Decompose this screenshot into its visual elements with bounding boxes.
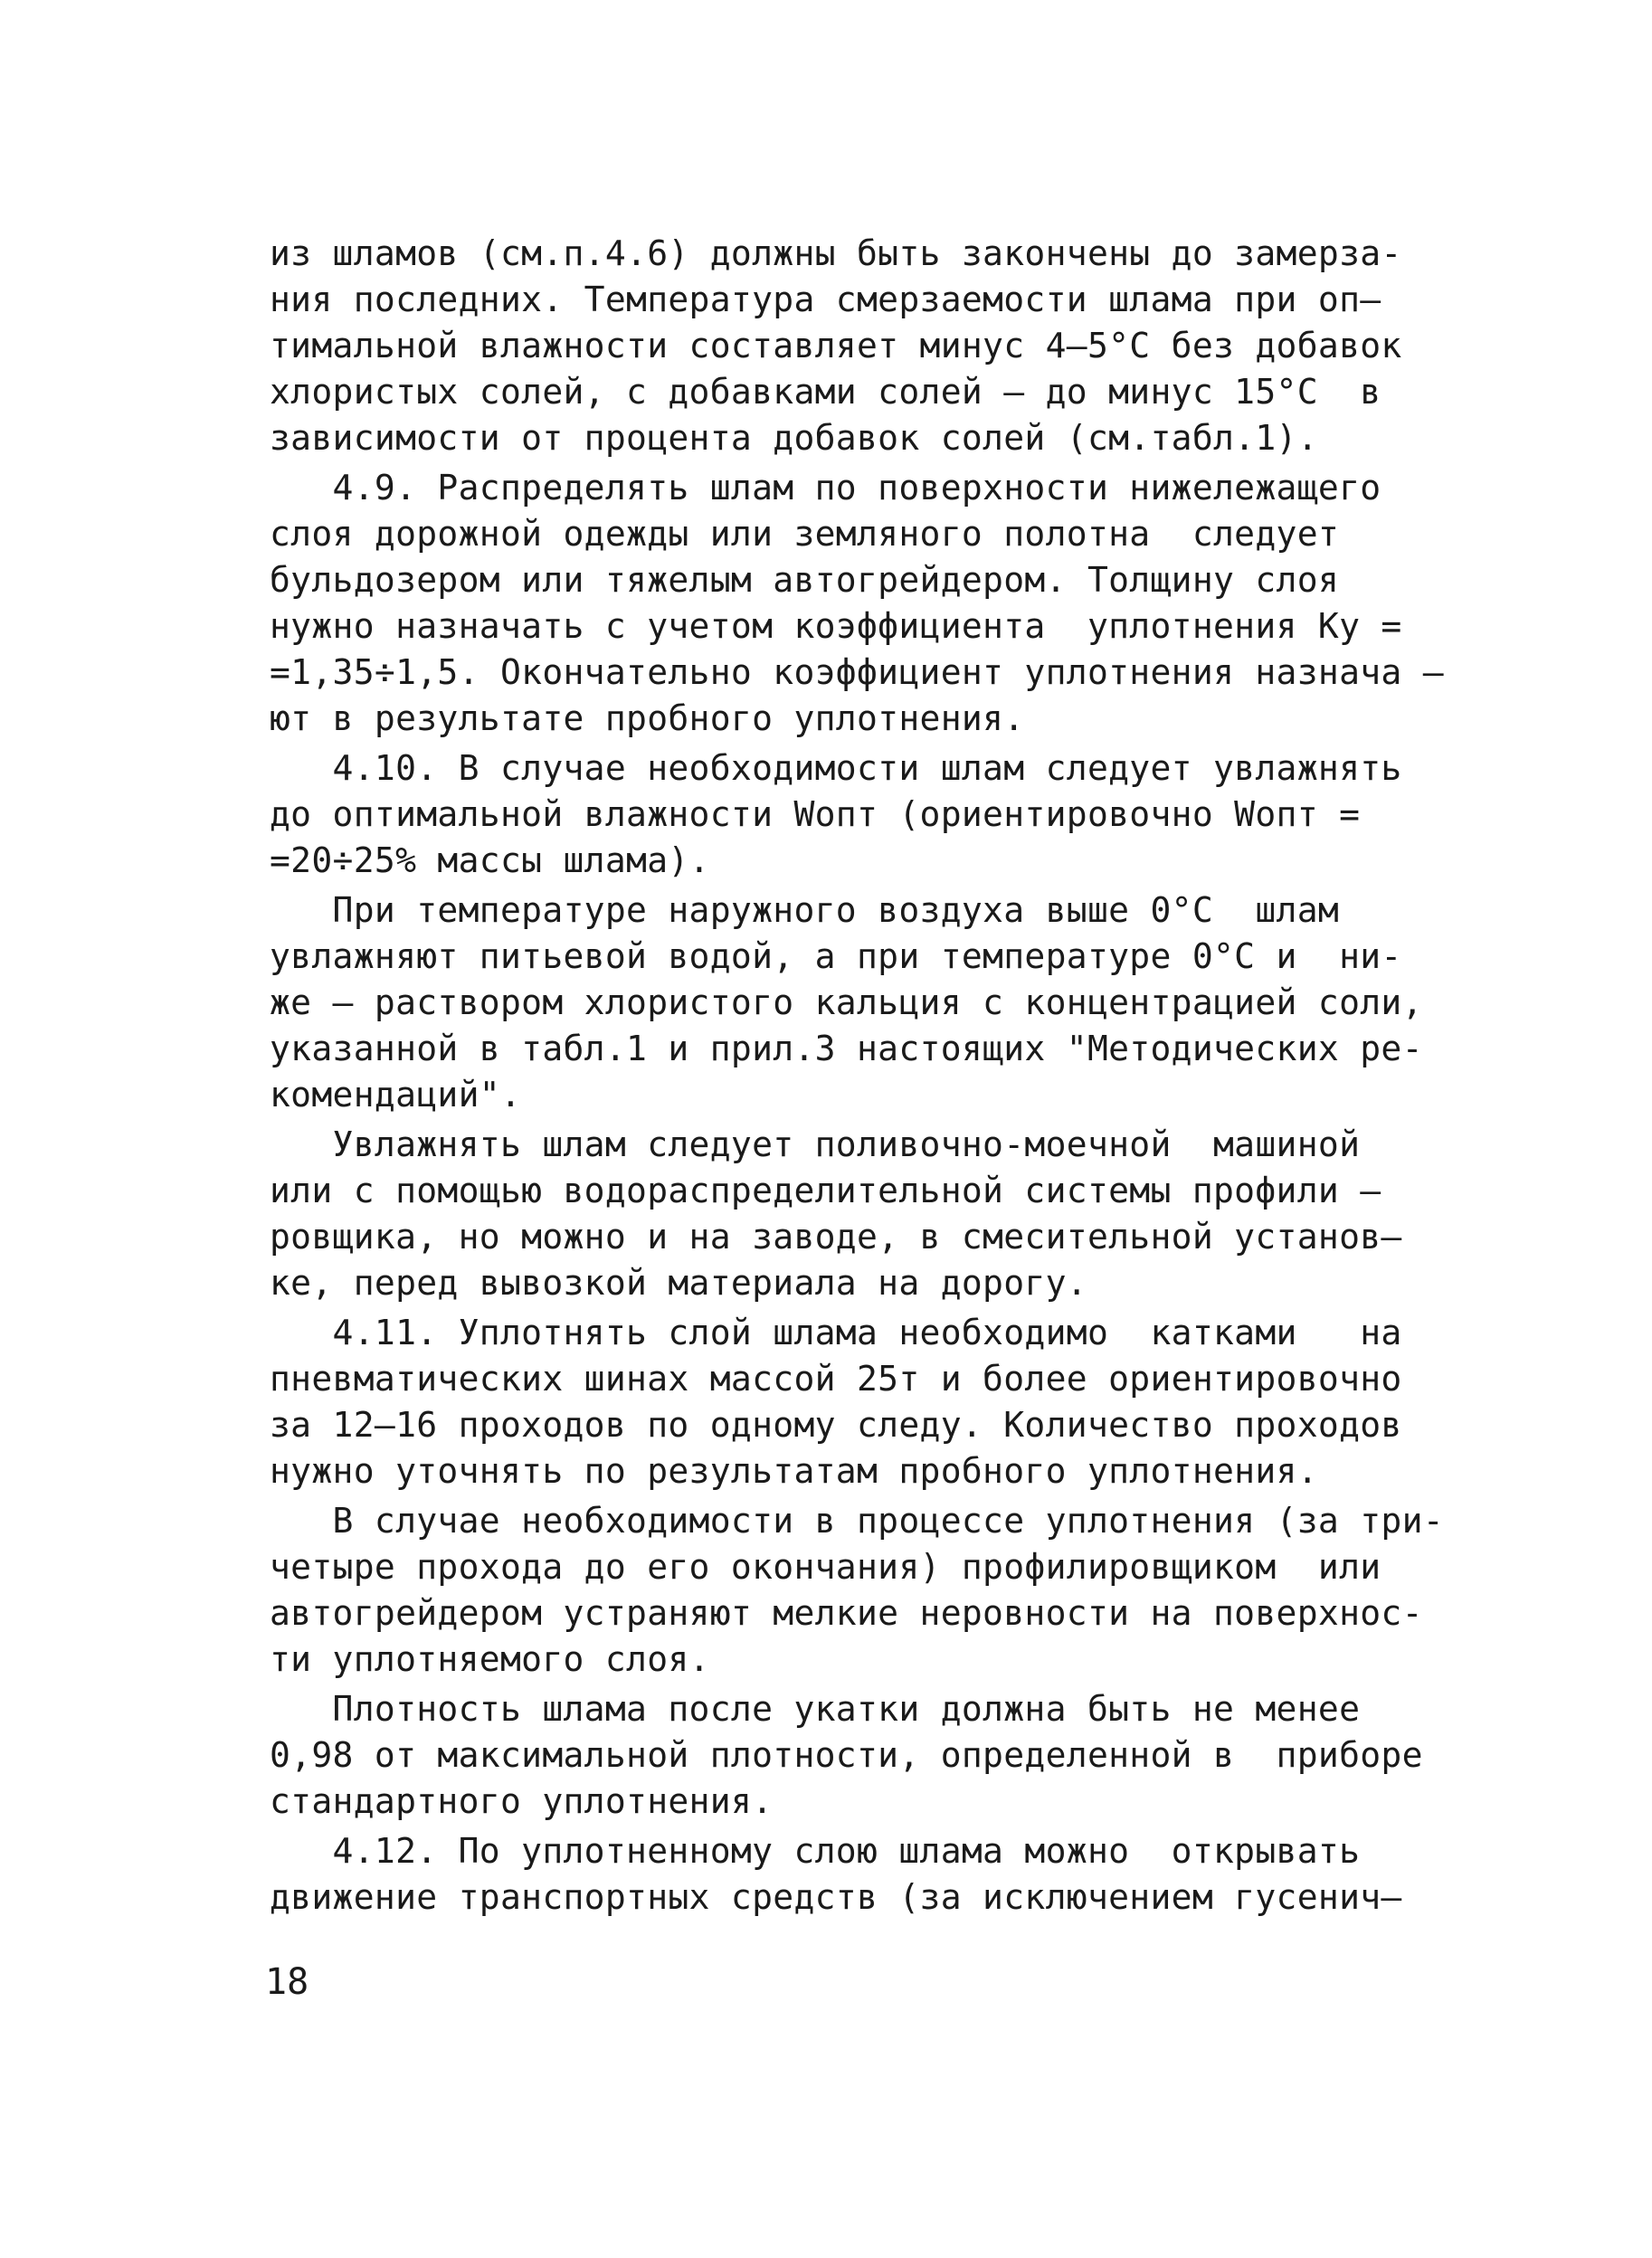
paragraph bbox=[270, 1828, 1450, 1921]
text-line: автогрейдером устраняют мелкие неровности на поверхнос- bbox=[270, 1593, 1423, 1633]
page-number: 18 bbox=[265, 1961, 309, 2003]
text-line: зависимости от процента добавок солей (см.табл.1). bbox=[270, 418, 1318, 458]
text-line: увлажняют питьевой водой, а при температуре 0°С и ни- bbox=[270, 936, 1402, 976]
paragraph bbox=[270, 465, 1450, 742]
text-line: слоя дорожной одежды или земляного полотна следует bbox=[270, 514, 1340, 554]
text-line: =20÷25% массы шлама). bbox=[270, 840, 710, 880]
text-line: 4.12. По уплотненному слою шлама можно открывать bbox=[270, 1831, 1361, 1871]
text-line: до оптимальной влажности Wопт (ориентировочно Wопт = bbox=[270, 794, 1361, 834]
text-line: же – раствором хлористого кальция с концентрацией соли, bbox=[270, 982, 1423, 1022]
text-line: пневматических шинах массой 25т и более ориентировочно bbox=[270, 1359, 1402, 1399]
paragraph bbox=[270, 887, 1450, 1118]
text-line: ти уплотняемого слоя. bbox=[270, 1639, 710, 1679]
text-line: тимальной влажности составляет минус 4–5°С без добавок bbox=[270, 326, 1402, 365]
text-line: ке, перед вывозкой материала на дорогу. bbox=[270, 1263, 1087, 1303]
text-line: 4.10. В случае необходимости шлам следует увлажнять bbox=[270, 748, 1402, 788]
text-line: хлористых солей, с добавками солей – до минус 15°С в bbox=[270, 372, 1381, 412]
text-line: нужно уточнять по результатам пробного уплотнения. bbox=[270, 1451, 1318, 1491]
text-line: Плотность шлама после укатки должна быть не менее bbox=[270, 1689, 1361, 1729]
text-line: четыре прохода до его окончания) профилировщиком или bbox=[270, 1547, 1381, 1587]
paragraph bbox=[270, 1122, 1450, 1306]
paragraph bbox=[270, 1498, 1450, 1683]
text-line: бульдозером или тяжелым автогрейдером. Толщину слоя bbox=[270, 560, 1340, 600]
paragraph bbox=[270, 1310, 1450, 1494]
text-line: В случае необходимости в процессе уплотнения (за три- bbox=[270, 1501, 1444, 1541]
text-line: или с помощью водораспределительной системы профили – bbox=[270, 1171, 1381, 1210]
body-text bbox=[270, 231, 1450, 1921]
text-line: стандартного уплотнения. bbox=[270, 1781, 774, 1821]
text-line: движение транспортных средств (за исключением гусенич– bbox=[270, 1877, 1402, 1917]
text-line: 0,98 от максимальной плотности, определенной в приборе bbox=[270, 1735, 1423, 1775]
text-line: комендаций". bbox=[270, 1075, 522, 1115]
text-line: из шламов (см.п.4.6) должны быть закончены до замерза- bbox=[270, 233, 1402, 273]
text-line: указанной в табл.1 и прил.3 настоящих "Методических ре- bbox=[270, 1029, 1423, 1068]
paragraph bbox=[270, 231, 1450, 461]
text-line: Увлажнять шлам следует поливочно-моечной машиной bbox=[270, 1124, 1361, 1164]
paragraph bbox=[270, 745, 1450, 884]
text-line: 4.11. Уплотнять слой шлама необходимо катками на bbox=[270, 1313, 1402, 1352]
text-line: ния последних. Температура смерзаемости шлама при оп– bbox=[270, 280, 1381, 319]
text-line: за 12–16 проходов по одному следу. Количество проходов bbox=[270, 1405, 1402, 1445]
text-line: ровщика, но можно и на заводе, в смесительной установ– bbox=[270, 1217, 1402, 1257]
text-line: 4.9. Распределять шлам по поверхности нижележащего bbox=[270, 468, 1381, 508]
text-line: нужно назначать с учетом коэффициента уплотнения Kу = bbox=[270, 606, 1402, 646]
paragraph bbox=[270, 1686, 1450, 1825]
text-line: При температуре наружного воздуха выше 0°С шлам bbox=[270, 890, 1340, 930]
text-line: =1,35÷1,5. Окончательно коэффициент уплотнения назнача – bbox=[270, 652, 1444, 692]
text-line: ют в результате пробного уплотнения. bbox=[270, 698, 1025, 738]
